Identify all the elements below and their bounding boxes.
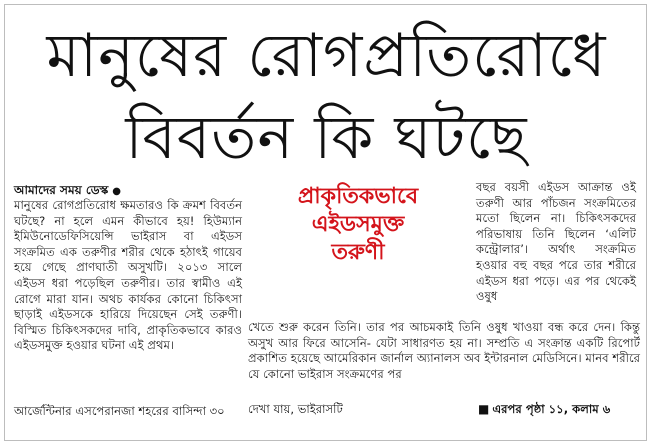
pull-quote-line-1: প্রাকৃতিকভাবে [297, 184, 419, 209]
byline-text: আমাদের সময় ডেস্ক [14, 183, 109, 197]
square-bullet-icon: ■ [478, 402, 490, 416]
pull-quote-line-3: তরুণী [331, 240, 385, 265]
body-bottom-text: খেতে শুরু করেন তিনি। তার পর আচমকাই তিনি ওষুধ খাওয়া বন্ধ করে দেন। কিন্তু অসুখ আর ফিরে আসেনি- যেটা সাধারণত হয় না। সম্প্রতি এ সংক্রান্ত একটি রিপোর্ট প্রকাশিত হয়েছে আমেরিকান জার্নাল অ্যানালস অব ইন্টারনাল মেডিসিনে। মানব শরীরে যে কোনো ভাইরাস সংক্রমণের পর [248, 320, 640, 381]
headline-line-2: বিবর্তন কি ঘটছে [125, 103, 528, 173]
body-left-column [14, 198, 242, 354]
byline-marker: ● [112, 186, 121, 197]
body-left-text: মানুষের রোগপ্রতিরোধ ক্ষমতারও কি ক্রমশ বিবর্তন ঘটছে? না হলে এমন কীভাবে হয়! হিউম্যান ইমিউনোডেফিসিয়েন্সি ভাইরাস বা এইডস সংক্রমিত এক তরুণীর শরীর থেকে হঠাৎই গায়েব হয়ে গেছে প্রাণঘাতী অসুখটি। ২০১৩ সালে এইডস ধরা পড়েছিল তরুণীর। তার স্বামীও এই রোগে মারা যান। অথচ কার্যকর কোনো চিকিৎসা ছাড়াই এইডসকে হারিয়ে দিয়েছেন সেই তরুণী। বিস্মিত চিকিৎসকদের দাবি, প্রাকৃতিকভাবে কারও এইডসমুক্ত হওয়ার ঘটনা এই প্রথম। [14, 198, 242, 353]
pull-quote [246, 183, 470, 267]
pull-quote-line-2: এইডসমুক্ত [311, 212, 405, 237]
body-left-tail: আর্জেন্টিনার এসপেরানজা শহরের বাসিন্দা ৩০ [14, 404, 225, 418]
body-bottom-column [248, 320, 640, 382]
continuation-text: এরপর পৃষ্ঠা ১১, কলাম ৬ [492, 402, 611, 416]
continuation-note[interactable] [478, 402, 643, 418]
body-right-column [476, 180, 636, 305]
body-right-text: বছর বয়সী এইডস আক্রান্ত ওই তরুণী আর পাঁচজন সংক্রমিতের মতো ছিলেন না। চিকিৎসকদের পরিভাষায় তিনি ছিলেন ‘এলিট কন্ট্রোলার’। অর্থাৎ সংক্রমিত হওয়ার বহু বছর পরে তার শরীরে এইডস ধরা পড়ে। এর পর থেকেই ওষুধ [476, 180, 636, 304]
headline-line-1: মানুষের রোগপ্রতিরোধে [46, 21, 607, 91]
body-bottom-last-line: দেখা যায়, ভাইরাসটি [248, 402, 343, 416]
